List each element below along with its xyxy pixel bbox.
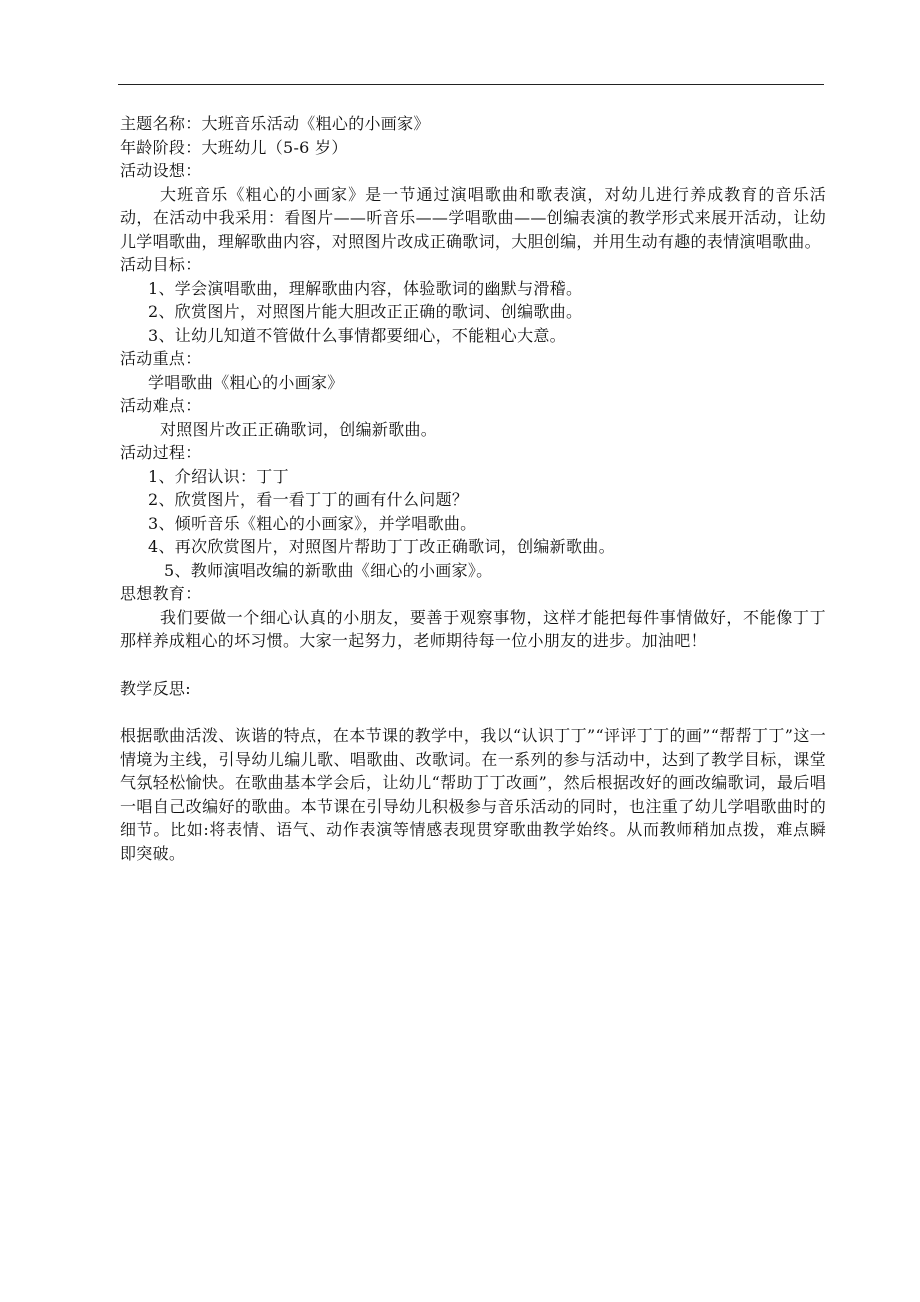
header-rule bbox=[118, 84, 824, 85]
age-line: 年龄阶段：大班幼儿（5-6 岁） bbox=[120, 137, 348, 157]
design-heading: 活动设想： bbox=[120, 161, 202, 180]
goal-item: 1、学会演唱歌曲，理解歌曲内容，体验歌词的幽默与滑稽。 bbox=[148, 278, 583, 298]
reflection-paragraph: 根据歌曲活泼、诙谐的特点，在本节课的教学中，我以“认识丁丁”“评评丁丁的画”“帮帮丁丁”这一情境为主线，引导幼儿编儿歌、唱歌曲、改歌词。在一系列的参与活动中，达到了教学目标，课堂气氛轻松愉快。在歌曲基本学会后，让幼儿“帮助丁丁改画”，然后根据改好的画改编歌词，最后唱一唱自己改编好的歌曲。本节课在引导幼儿积极参与音乐活动的同时，也注重了幼儿学唱歌曲时的细节。比如:将表情、语气、动作表演等情感表现贯穿歌曲教学始终。从而教师稍加点拨，难点瞬即突破。 bbox=[120, 726, 826, 863]
process-item: 3、倾听音乐《粗心的小画家》，并学唱歌曲。 bbox=[148, 513, 477, 533]
key-point-text: 学唱歌曲《粗心的小画家》 bbox=[148, 372, 344, 392]
design-paragraph: 大班音乐《粗心的小画家》是一节通过演唱歌曲和歌表演，对幼儿进行养成教育的音乐活动，在活动中我采用：看图片——听音乐——学唱歌曲——创编表演的教学形式来展开活动，让幼儿学唱歌曲，理解歌曲内容，对照图片改成正确歌词，大胆创编，并用生动有趣的表情演唱歌曲。 bbox=[120, 184, 826, 251]
spacer bbox=[120, 653, 826, 677]
process-item: 4、再次欣赏图片，对照图片帮助丁丁改正确歌词，创编新歌曲。 bbox=[148, 537, 615, 556]
process-item: 5、教师演唱改编的新歌曲《细心的小画家》。 bbox=[164, 560, 493, 580]
goal-item: 3、让幼儿知道不管做什么事情都要细心，不能粗心大意。 bbox=[148, 325, 566, 345]
process-heading: 活动过程： bbox=[120, 443, 202, 462]
goals-heading: 活动目标： bbox=[120, 255, 202, 274]
difficulty-heading: 活动难点： bbox=[120, 396, 202, 415]
reflection-heading: 教学反思: bbox=[120, 678, 191, 698]
education-heading: 思想教育： bbox=[120, 584, 202, 603]
education-paragraph: 我们要做一个细心认真的小朋友，要善于观察事物，这样才能把每件事情做好，不能像丁丁那样养成粗心的坏习惯。大家一起努力，老师期待每一位小朋友的进步。加油吧！ bbox=[120, 607, 826, 650]
lesson-plan-body bbox=[120, 112, 826, 865]
process-item: 1、介绍认识：丁丁 bbox=[148, 466, 289, 486]
goal-item: 2、欣赏图片，对照图片能大胆改正正确的歌词、创编歌曲。 bbox=[148, 302, 583, 321]
difficulty-text: 对照图片改正正确歌词，创编新歌曲。 bbox=[160, 419, 438, 439]
process-item: 2、欣赏图片，看一看丁丁的画有什么问题？ bbox=[148, 490, 469, 509]
theme-line: 主题名称：大班音乐活动《粗心的小画家》 bbox=[120, 114, 430, 133]
spacer bbox=[120, 700, 826, 724]
key-point-heading: 活动重点： bbox=[120, 349, 202, 368]
